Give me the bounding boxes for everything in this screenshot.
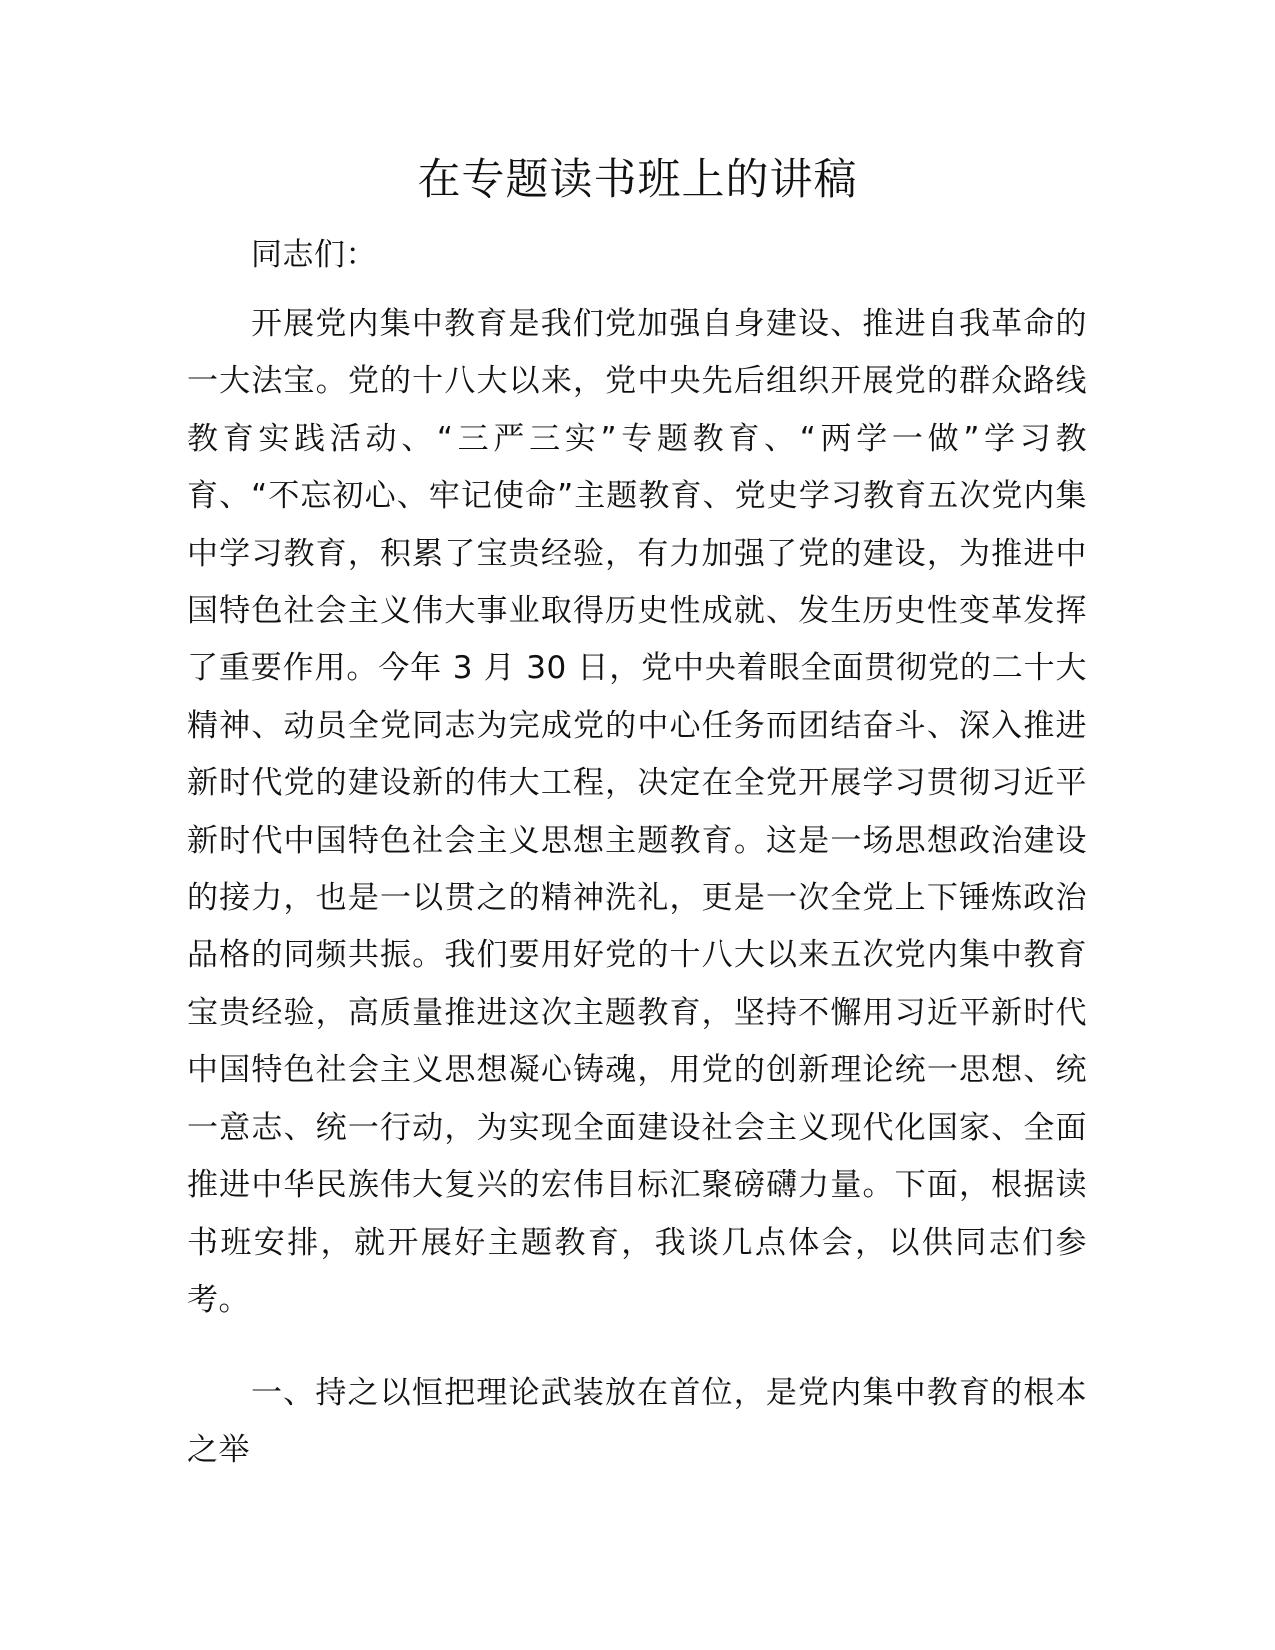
body-paragraph: 开展党内集中教育是我们党加强自身建设、推进自我革命的一大法宝。党的十八大以来，党中央先后组织开展党的群众路线教育实践活动、“三严三实”专题教育、“两学一做”学习教育、“不忘初心、牢记使命”主题教育、党史学习教育五次党内集中学习教育，积累了宝贵经验，有力加强了党的建设，为推进中国特色社会主义伟大事业取得历史性成就、发生历史性变革发挥了重要作用。今年 3 月 30 日，党中央着眼全面贯彻党的二十大精神、动员全党同志为完成党的中心任务而团结奋斗、深入推进新时代党的建设新的伟大工程，决定在全党开展学习贯彻习近平新时代中国特色社会主义思想主题教育。这是一场思想政治建设的接力，也是一以贯之的精神洗礼，更是一次全党上下锤炼政治品格的同频共振。我们要用好党的十八大以来五次党内集中教育宝贵经验，高质量推进这次主题教育，坚持不懈用习近平新时代中国特色社会主义思想凝心铸魂，用党的创新理论统一思想、统一意志、统一行动，为实现全面建设社会主义现代化国家、全面推进中华民族伟大复兴的宏伟目标汇聚磅礴力量。下面，根据读书班安排，就开展好主题教育，我谈几点体会，以供同志们参考。 [187,306,1087,1318]
document-title: 在专题读书班上的讲稿 [417,155,858,205]
salutation: 同志们： [251,237,377,273]
section-heading: 一、持之以恒把理论武装放在首位，是党内集中教育的根本之举 [187,1375,1087,1469]
